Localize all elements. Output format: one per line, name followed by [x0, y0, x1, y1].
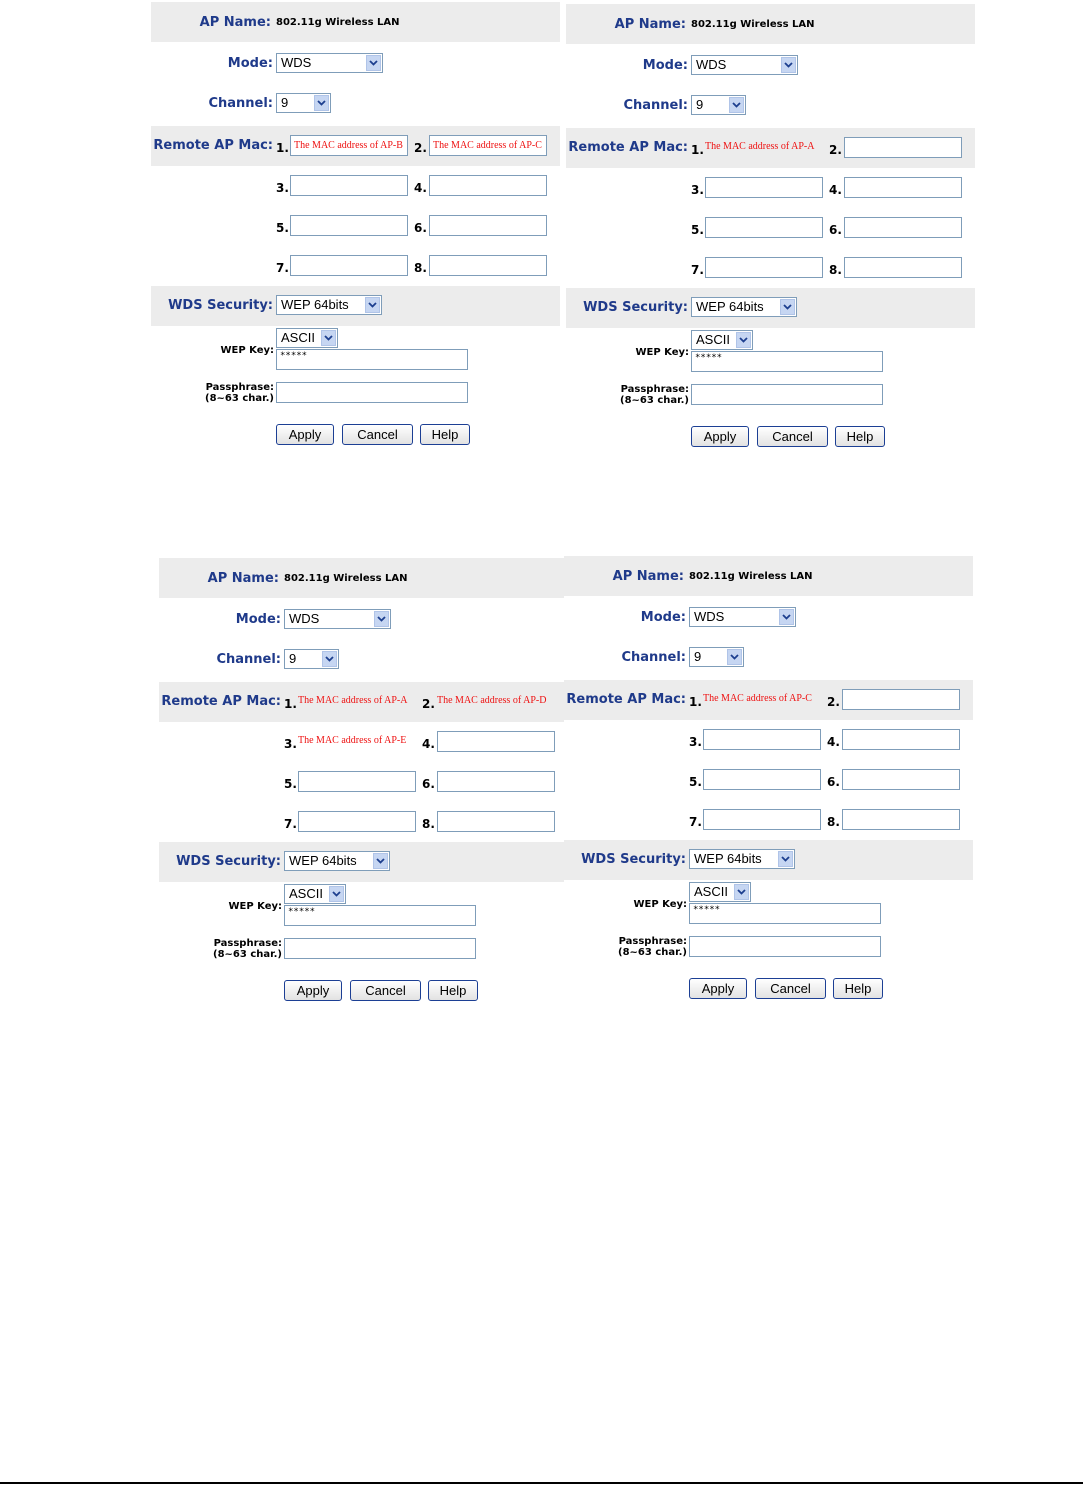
wds-security-selected-value: WEP 64bits: [289, 853, 357, 868]
chevron-down-icon: [736, 332, 751, 348]
key-format-select[interactable]: [276, 328, 338, 348]
wds-security-select[interactable]: [276, 295, 382, 315]
wep-key-label: WEP Key:: [220, 345, 274, 356]
mac-slot-number: 7.: [691, 263, 704, 277]
passphrase-label: [159, 938, 282, 960]
help-button[interactable]: Help: [833, 978, 883, 999]
mode-select[interactable]: [689, 607, 796, 627]
mac-slot-number: 6.: [829, 223, 842, 237]
wds-security-label: WDS Security:: [176, 854, 281, 869]
mac-slot-number: 8.: [422, 817, 435, 831]
mode-label: Mode:: [642, 58, 688, 73]
mac-slot-number: 8.: [827, 815, 840, 829]
mode-select[interactable]: [276, 53, 383, 73]
remote-mac-input-1[interactable]: The MAC address of AP-B: [290, 135, 408, 156]
mode-selected-value: WDS: [696, 57, 727, 72]
cancel-button[interactable]: Cancel: [757, 426, 828, 447]
remote-mac-input-5[interactable]: [290, 215, 408, 236]
mac-slot-number: 3.: [284, 737, 297, 751]
wds-settings-panel-2: [566, 4, 975, 460]
wep-key-input[interactable]: *****: [691, 351, 883, 372]
wds-security-selected-value: WEP 64bits: [694, 851, 762, 866]
mac-slot-number: 3.: [276, 181, 289, 195]
wds-settings-panel-4: [564, 556, 973, 1012]
wds-security-select[interactable]: [691, 297, 797, 317]
apply-button[interactable]: Apply: [276, 424, 334, 445]
key-format-selected-value: ASCII: [696, 332, 730, 347]
help-button[interactable]: Help: [420, 424, 470, 445]
mac-slot-number: 6.: [827, 775, 840, 789]
remote-mac-input-5[interactable]: [703, 769, 821, 790]
wds-settings-panel-3: [159, 558, 568, 1014]
chevron-down-icon: [366, 55, 381, 71]
key-format-selected-value: ASCII: [289, 886, 323, 901]
remote-mac-input-7[interactable]: [290, 255, 408, 276]
remote-ap-mac-label: Remote AP Mac:: [153, 138, 273, 153]
apply-button[interactable]: Apply: [284, 980, 342, 1001]
passphrase-label-hint: (8~63 char.): [620, 395, 689, 406]
passphrase-label-line1: Passphrase:: [620, 384, 689, 395]
remote-mac-input-8[interactable]: [844, 257, 962, 278]
mode-label: Mode:: [227, 56, 273, 71]
help-button[interactable]: Help: [428, 980, 478, 1001]
mac-slot-number: 3.: [689, 735, 702, 749]
passphrase-input[interactable]: [689, 936, 881, 957]
chevron-down-icon: [322, 651, 337, 667]
wep-key-input[interactable]: *****: [276, 349, 468, 370]
wds-security-label: WDS Security:: [581, 852, 686, 867]
mac-slot-number: 2.: [422, 697, 435, 711]
remote-mac-input-7[interactable]: [298, 811, 416, 832]
passphrase-input[interactable]: [276, 382, 468, 403]
remote-mac-input-7[interactable]: [705, 257, 823, 278]
remote-ap-mac-label: Remote AP Mac:: [568, 140, 688, 155]
remote-mac-input-1[interactable]: The MAC address of AP-A: [298, 695, 408, 706]
channel-selected-value: 9: [281, 95, 289, 110]
mac-slot-number: 5.: [284, 777, 297, 791]
wds-security-select[interactable]: [689, 849, 795, 869]
remote-mac-input-4[interactable]: [842, 729, 960, 750]
wds-security-label: WDS Security:: [583, 300, 688, 315]
channel-label: Channel:: [621, 650, 686, 665]
passphrase-label-line1: Passphrase:: [205, 382, 274, 393]
mac-slot-number: 2.: [829, 143, 842, 157]
passphrase-label-hint: (8~63 char.): [618, 947, 687, 958]
mode-select[interactable]: [284, 609, 391, 629]
mac-slot-number: 1.: [276, 141, 289, 155]
passphrase-label: [564, 936, 687, 958]
channel-select[interactable]: [284, 649, 339, 669]
remote-mac-input-3[interactable]: [703, 729, 821, 750]
passphrase-input[interactable]: [691, 384, 883, 405]
channel-select[interactable]: [689, 647, 744, 667]
mac-slot-number: 8.: [414, 261, 427, 275]
passphrase-input[interactable]: [284, 938, 476, 959]
remote-mac-input-4[interactable]: [429, 175, 547, 196]
remote-mac-input-3[interactable]: [290, 175, 408, 196]
mac-slot-number: 1.: [691, 143, 704, 157]
passphrase-label-hint: (8~63 char.): [205, 393, 274, 404]
cancel-button[interactable]: Cancel: [755, 978, 826, 999]
remote-mac-input-4[interactable]: [437, 731, 555, 752]
mac-slot-number: 4.: [829, 183, 842, 197]
passphrase-label: [566, 384, 689, 406]
chevron-down-icon: [373, 853, 388, 869]
remote-mac-input-7[interactable]: [703, 809, 821, 830]
chevron-down-icon: [734, 884, 749, 900]
help-button[interactable]: Help: [835, 426, 885, 447]
mac-slot-number: 4.: [422, 737, 435, 751]
remote-ap-mac-label: Remote AP Mac:: [566, 692, 686, 707]
channel-selected-value: 9: [289, 651, 297, 666]
remote-mac-input-3[interactable]: The MAC address of AP-E: [298, 735, 407, 746]
wep-key-label: WEP Key:: [228, 901, 282, 912]
wds-security-label: WDS Security:: [168, 298, 273, 313]
remote-mac-input-2[interactable]: [844, 137, 962, 158]
remote-ap-mac-label: Remote AP Mac:: [161, 694, 281, 709]
remote-mac-input-5[interactable]: [705, 217, 823, 238]
wep-key-input[interactable]: *****: [689, 903, 881, 924]
remote-mac-input-3[interactable]: [705, 177, 823, 198]
chevron-down-icon: [781, 57, 796, 73]
wep-key-input[interactable]: *****: [284, 905, 476, 926]
key-format-selected-value: ASCII: [694, 884, 728, 899]
channel-select[interactable]: [691, 95, 746, 115]
chevron-down-icon: [779, 609, 794, 625]
wds-security-selected-value: WEP 64bits: [696, 299, 764, 314]
apply-button[interactable]: Apply: [689, 978, 747, 999]
remote-mac-input-2[interactable]: [842, 689, 960, 710]
key-format-selected-value: ASCII: [281, 330, 315, 345]
channel-selected-value: 9: [694, 649, 702, 664]
remote-mac-input-6[interactable]: [842, 769, 960, 790]
page-bottom-rule: [0, 1482, 1083, 1484]
passphrase-label-line1: Passphrase:: [618, 936, 687, 947]
channel-label: Channel:: [208, 96, 273, 111]
remote-mac-input-2[interactable]: The MAC address of AP-D: [437, 695, 547, 706]
mac-slot-number: 2.: [827, 695, 840, 709]
mac-slot-number: 4.: [414, 181, 427, 195]
key-format-select[interactable]: [284, 884, 346, 904]
channel-selected-value: 9: [696, 97, 704, 112]
channel-label: Channel:: [623, 98, 688, 113]
mode-selected-value: WDS: [694, 609, 725, 624]
chevron-down-icon: [374, 611, 389, 627]
wep-key-label: WEP Key:: [633, 899, 687, 910]
remote-mac-input-1[interactable]: The MAC address of AP-C: [703, 693, 812, 704]
passphrase-label-hint: (8~63 char.): [213, 949, 282, 960]
chevron-down-icon: [314, 95, 329, 111]
mac-slot-number: 7.: [284, 817, 297, 831]
mac-slot-number: 4.: [827, 735, 840, 749]
mac-slot-number: 5.: [276, 221, 289, 235]
wds-security-select[interactable]: [284, 851, 390, 871]
ap-name-value: 802.11g Wireless LAN: [691, 19, 815, 30]
channel-select[interactable]: [276, 93, 331, 113]
ap-name-label: AP Name:: [612, 569, 684, 584]
remote-mac-input-6[interactable]: [844, 217, 962, 238]
ap-name-label: AP Name:: [199, 15, 271, 30]
mac-slot-number: 1.: [284, 697, 297, 711]
remote-mac-input-6[interactable]: [429, 215, 547, 236]
mac-slot-number: 3.: [691, 183, 704, 197]
wds-settings-panel-1: [151, 2, 560, 458]
remote-mac-input-8[interactable]: [842, 809, 960, 830]
mac-slot-number: 2.: [414, 141, 427, 155]
passphrase-label-line1: Passphrase:: [213, 938, 282, 949]
chevron-down-icon: [329, 886, 344, 902]
chevron-down-icon: [780, 299, 795, 315]
mac-slot-number: 6.: [422, 777, 435, 791]
mac-slot-number: 1.: [689, 695, 702, 709]
ap-name-value: 802.11g Wireless LAN: [689, 571, 813, 582]
chevron-down-icon: [727, 649, 742, 665]
mac-slot-number: 7.: [689, 815, 702, 829]
mac-slot-number: 8.: [829, 263, 842, 277]
ap-name-value: 802.11g Wireless LAN: [284, 573, 408, 584]
remote-mac-input-8[interactable]: [429, 255, 547, 276]
apply-button[interactable]: Apply: [691, 426, 749, 447]
ap-name-value: 802.11g Wireless LAN: [276, 17, 400, 28]
passphrase-label: [151, 382, 274, 404]
remote-mac-input-4[interactable]: [844, 177, 962, 198]
remote-mac-input-2[interactable]: The MAC address of AP-C: [429, 135, 547, 156]
wep-key-label: WEP Key:: [635, 347, 689, 358]
mac-slot-number: 7.: [276, 261, 289, 275]
mode-select[interactable]: [691, 55, 798, 75]
mode-label: Mode:: [235, 612, 281, 627]
mac-slot-number: 5.: [689, 775, 702, 789]
mac-slot-number: 5.: [691, 223, 704, 237]
chevron-down-icon: [778, 851, 793, 867]
cancel-button[interactable]: Cancel: [342, 424, 413, 445]
key-format-select[interactable]: [689, 882, 751, 902]
ap-name-label: AP Name:: [614, 17, 686, 32]
channel-label: Channel:: [216, 652, 281, 667]
mac-slot-number: 6.: [414, 221, 427, 235]
remote-mac-input-1[interactable]: The MAC address of AP-A: [705, 141, 815, 152]
remote-mac-input-6[interactable]: [437, 771, 555, 792]
chevron-down-icon: [365, 297, 380, 313]
remote-mac-input-8[interactable]: [437, 811, 555, 832]
mode-label: Mode:: [640, 610, 686, 625]
mode-selected-value: WDS: [289, 611, 320, 626]
chevron-down-icon: [321, 330, 336, 346]
wds-security-selected-value: WEP 64bits: [281, 297, 349, 312]
cancel-button[interactable]: Cancel: [350, 980, 421, 1001]
chevron-down-icon: [729, 97, 744, 113]
ap-name-label: AP Name:: [207, 571, 279, 586]
remote-mac-input-5[interactable]: [298, 771, 416, 792]
key-format-select[interactable]: [691, 330, 753, 350]
mode-selected-value: WDS: [281, 55, 312, 70]
